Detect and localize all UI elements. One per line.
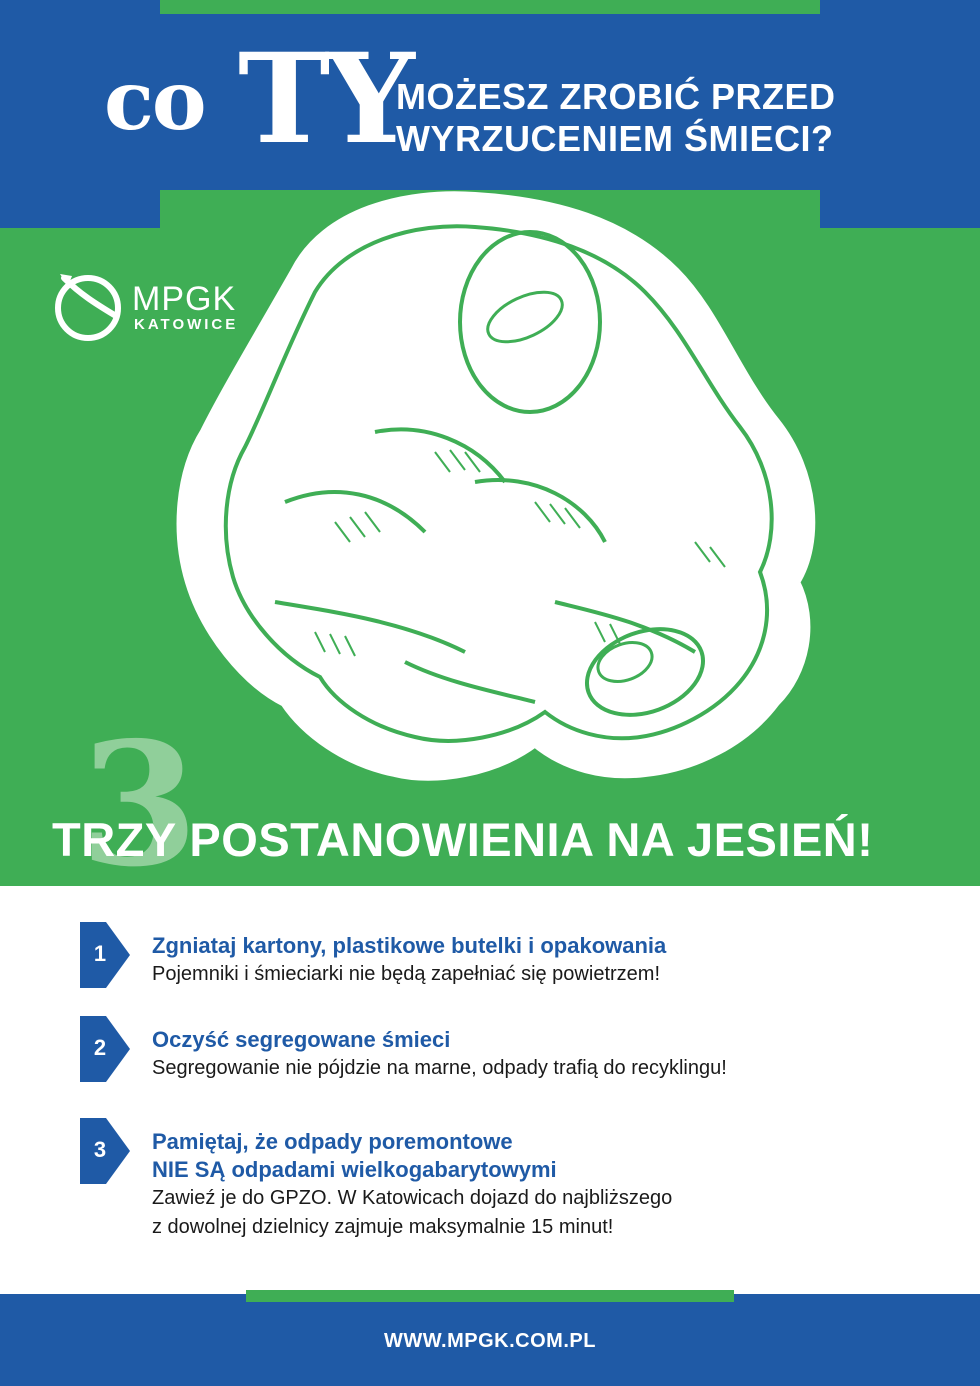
item-text [152,1128,932,1242]
logo-name: MPGK [132,280,237,318]
headline-line-1: MOŻESZ ZROBIĆ PRZED [396,76,836,117]
item-title: NIE SĄ odpadami wielkogabarytowymi [152,1157,557,1182]
item-body: Zawieź je do GPZO. W Katowicach dojazd do najbliższego [152,1187,673,1209]
item-text [152,1026,932,1083]
footer-strip [246,1290,734,1302]
pointing-hand-illustration [175,182,825,782]
headline-line-2: WYRZUCENIEM ŚMIECI? [396,118,834,159]
website-link[interactable]: WWW.MPGK.COM.PL [384,1330,596,1352]
arrow-badge-icon [80,1118,130,1184]
logo-city: KATOWICE [134,316,239,333]
subtitle: TRZY POSTANOWIENIA NA JESIEŃ! [52,813,874,866]
header-top-strip [160,0,820,14]
item-text [152,932,932,989]
item-title: Pamiętaj, że odpady poremontowe [152,1129,513,1154]
arrow-badge-icon [80,922,130,988]
headline-ty: TY [238,27,411,172]
leaf-icon [50,268,126,344]
item-title: Zgniataj kartony, plastikowe butelki i opakowania [152,933,667,958]
big-number-three: 3 [80,705,199,905]
item-number: 1 [93,941,107,966]
item-number: 3 [93,1137,107,1162]
item-body: Pojemniki i śmieciarki nie będą zapełniać się powietrzem! [152,963,660,985]
item-body: z dowolnej dzielnicy zajmuje maksymalnie 15 minut! [152,1216,614,1238]
arrow-badge-icon [80,1016,130,1082]
item-number: 2 [93,1035,107,1060]
item-body: Segregowanie nie pójdzie na marne, odpady trafią do recyklingu! [152,1057,727,1079]
headline-co: co [104,53,205,149]
headline-question [396,76,836,160]
item-title: Oczyść segregowane śmieci [152,1027,451,1052]
